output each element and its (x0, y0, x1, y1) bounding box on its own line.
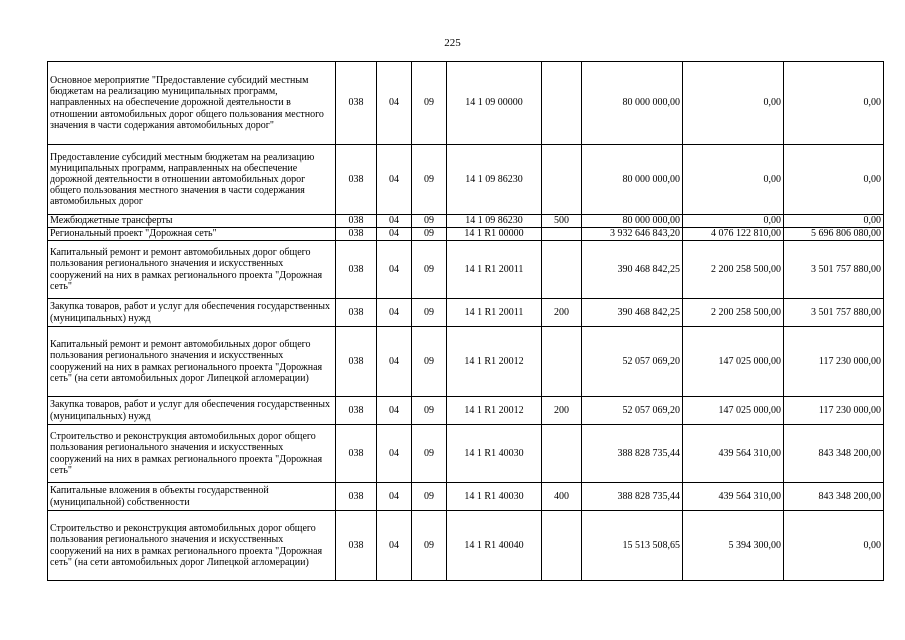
cell-gr: 038 (336, 299, 377, 327)
cell-sum-3: 843 348 200,00 (784, 425, 884, 483)
cell-gr: 038 (336, 425, 377, 483)
cell-csr: 14 1 R1 20011 (447, 299, 542, 327)
cell-csr: 14 1 R1 40040 (447, 511, 542, 581)
cell-name: Капитальные вложения в объекты государственной (муниципальной) собственности (48, 483, 336, 511)
cell-vr: 500 (542, 215, 582, 228)
cell-sum-3: 0,00 (784, 511, 884, 581)
budget-table (47, 61, 884, 581)
cell-csr: 14 1 R1 40030 (447, 425, 542, 483)
cell-gr: 038 (336, 62, 377, 145)
cell-sum-2: 0,00 (683, 62, 784, 145)
cell-pr: 09 (412, 228, 447, 241)
cell-vr: 200 (542, 299, 582, 327)
table-row (48, 62, 884, 145)
cell-rz: 04 (377, 241, 412, 299)
cell-sum-2: 439 564 310,00 (683, 425, 784, 483)
cell-gr: 038 (336, 397, 377, 425)
cell-pr: 09 (412, 397, 447, 425)
cell-pr: 09 (412, 215, 447, 228)
cell-name: Закупка товаров, работ и услуг для обеспечения государственных (муниципальных) нужд (48, 397, 336, 425)
cell-pr: 09 (412, 511, 447, 581)
cell-sum-2: 4 076 122 810,00 (683, 228, 784, 241)
cell-sum-2: 5 394 300,00 (683, 511, 784, 581)
cell-sum-2: 0,00 (683, 215, 784, 228)
cell-sum-3: 117 230 000,00 (784, 397, 884, 425)
cell-sum-1: 3 932 646 843,20 (582, 228, 683, 241)
cell-name: Основное мероприятие "Предоставление субсидий местным бюджетам на реализацию муниципальных программ, направленных на обеспечение дорожной деятельности в отношении автомобильных дорог общего пользования местного значения в части содержания автомобильных дорог" (48, 62, 336, 145)
cell-vr: 400 (542, 483, 582, 511)
cell-sum-3: 3 501 757 880,00 (784, 241, 884, 299)
cell-name: Капитальный ремонт и ремонт автомобильных дорог общего пользования регионального значения и искусственных сооружений на них в рамках регионального проекта "Дорожная сеть" (48, 241, 336, 299)
cell-sum-1: 80 000 000,00 (582, 145, 683, 215)
cell-rz: 04 (377, 62, 412, 145)
table-row (48, 483, 884, 511)
cell-csr: 14 1 09 86230 (447, 145, 542, 215)
cell-rz: 04 (377, 215, 412, 228)
cell-sum-1: 388 828 735,44 (582, 425, 683, 483)
cell-pr: 09 (412, 425, 447, 483)
cell-sum-3: 0,00 (784, 215, 884, 228)
cell-rz: 04 (377, 425, 412, 483)
cell-gr: 038 (336, 215, 377, 228)
cell-vr (542, 327, 582, 397)
cell-pr: 09 (412, 241, 447, 299)
table-row (48, 397, 884, 425)
cell-rz: 04 (377, 299, 412, 327)
cell-sum-3: 0,00 (784, 62, 884, 145)
cell-sum-3: 0,00 (784, 145, 884, 215)
cell-vr (542, 425, 582, 483)
cell-sum-1: 390 468 842,25 (582, 241, 683, 299)
table-row (48, 215, 884, 228)
cell-vr (542, 511, 582, 581)
cell-gr: 038 (336, 241, 377, 299)
cell-name: Строительство и реконструкция автомобильных дорог общего пользования регионального значения и искусственных сооружений на них в рамках регионального проекта "Дорожная сеть" (48, 425, 336, 483)
cell-sum-3: 117 230 000,00 (784, 327, 884, 397)
cell-sum-1: 80 000 000,00 (582, 215, 683, 228)
cell-vr (542, 62, 582, 145)
cell-gr: 038 (336, 228, 377, 241)
cell-name: Строительство и реконструкция автомобильных дорог общего пользования регионального значения и искусственных сооружений на них в рамках регионального проекта "Дорожная сеть" (на сети автомобильных дорог Липецкой агломерации) (48, 511, 336, 581)
cell-name: Межбюджетные трансферты (48, 215, 336, 228)
cell-pr: 09 (412, 483, 447, 511)
cell-sum-2: 2 200 258 500,00 (683, 299, 784, 327)
cell-sum-1: 52 057 069,20 (582, 327, 683, 397)
cell-sum-2: 2 200 258 500,00 (683, 241, 784, 299)
cell-name: Капитальный ремонт и ремонт автомобильных дорог общего пользования регионального значения и искусственных сооружений на них в рамках регионального проекта "Дорожная сеть" (на сети автомобильных дорог Липецкой агломерации) (48, 327, 336, 397)
cell-name: Региональный проект "Дорожная сеть" (48, 228, 336, 241)
cell-sum-3: 843 348 200,00 (784, 483, 884, 511)
cell-pr: 09 (412, 62, 447, 145)
table-body (48, 62, 884, 581)
cell-sum-2: 147 025 000,00 (683, 397, 784, 425)
cell-sum-2: 0,00 (683, 145, 784, 215)
cell-sum-3: 3 501 757 880,00 (784, 299, 884, 327)
cell-rz: 04 (377, 145, 412, 215)
cell-pr: 09 (412, 145, 447, 215)
cell-sum-2: 439 564 310,00 (683, 483, 784, 511)
cell-pr: 09 (412, 299, 447, 327)
table-row (48, 327, 884, 397)
table-row (48, 241, 884, 299)
cell-csr: 14 1 R1 20012 (447, 327, 542, 397)
cell-name: Предоставление субсидий местным бюджетам на реализацию муниципальных программ, направленных на обеспечение дорожной деятельности в отношении автомобильных дорог общего пользования местного значения в части содержания автомобильных дорог (48, 145, 336, 215)
cell-sum-1: 52 057 069,20 (582, 397, 683, 425)
cell-sum-1: 15 513 508,65 (582, 511, 683, 581)
cell-gr: 038 (336, 511, 377, 581)
cell-vr (542, 241, 582, 299)
cell-sum-1: 388 828 735,44 (582, 483, 683, 511)
cell-csr: 14 1 09 86230 (447, 215, 542, 228)
cell-gr: 038 (336, 483, 377, 511)
table-row (48, 425, 884, 483)
cell-sum-1: 80 000 000,00 (582, 62, 683, 145)
cell-sum-1: 390 468 842,25 (582, 299, 683, 327)
cell-rz: 04 (377, 397, 412, 425)
cell-rz: 04 (377, 327, 412, 397)
page-number: 225 (444, 37, 461, 49)
cell-csr: 14 1 09 00000 (447, 62, 542, 145)
cell-gr: 038 (336, 145, 377, 215)
cell-csr: 14 1 R1 20012 (447, 397, 542, 425)
cell-rz: 04 (377, 228, 412, 241)
cell-csr: 14 1 R1 00000 (447, 228, 542, 241)
table-row (48, 228, 884, 241)
cell-rz: 04 (377, 511, 412, 581)
table-row (48, 299, 884, 327)
cell-rz: 04 (377, 483, 412, 511)
cell-sum-2: 147 025 000,00 (683, 327, 784, 397)
cell-sum-3: 5 696 806 080,00 (784, 228, 884, 241)
cell-gr: 038 (336, 327, 377, 397)
cell-name: Закупка товаров, работ и услуг для обеспечения государственных (муниципальных) нужд (48, 299, 336, 327)
cell-vr (542, 145, 582, 215)
cell-csr: 14 1 R1 20011 (447, 241, 542, 299)
cell-vr: 200 (542, 397, 582, 425)
table-row (48, 511, 884, 581)
cell-vr (542, 228, 582, 241)
cell-csr: 14 1 R1 40030 (447, 483, 542, 511)
cell-pr: 09 (412, 327, 447, 397)
table-row (48, 145, 884, 215)
